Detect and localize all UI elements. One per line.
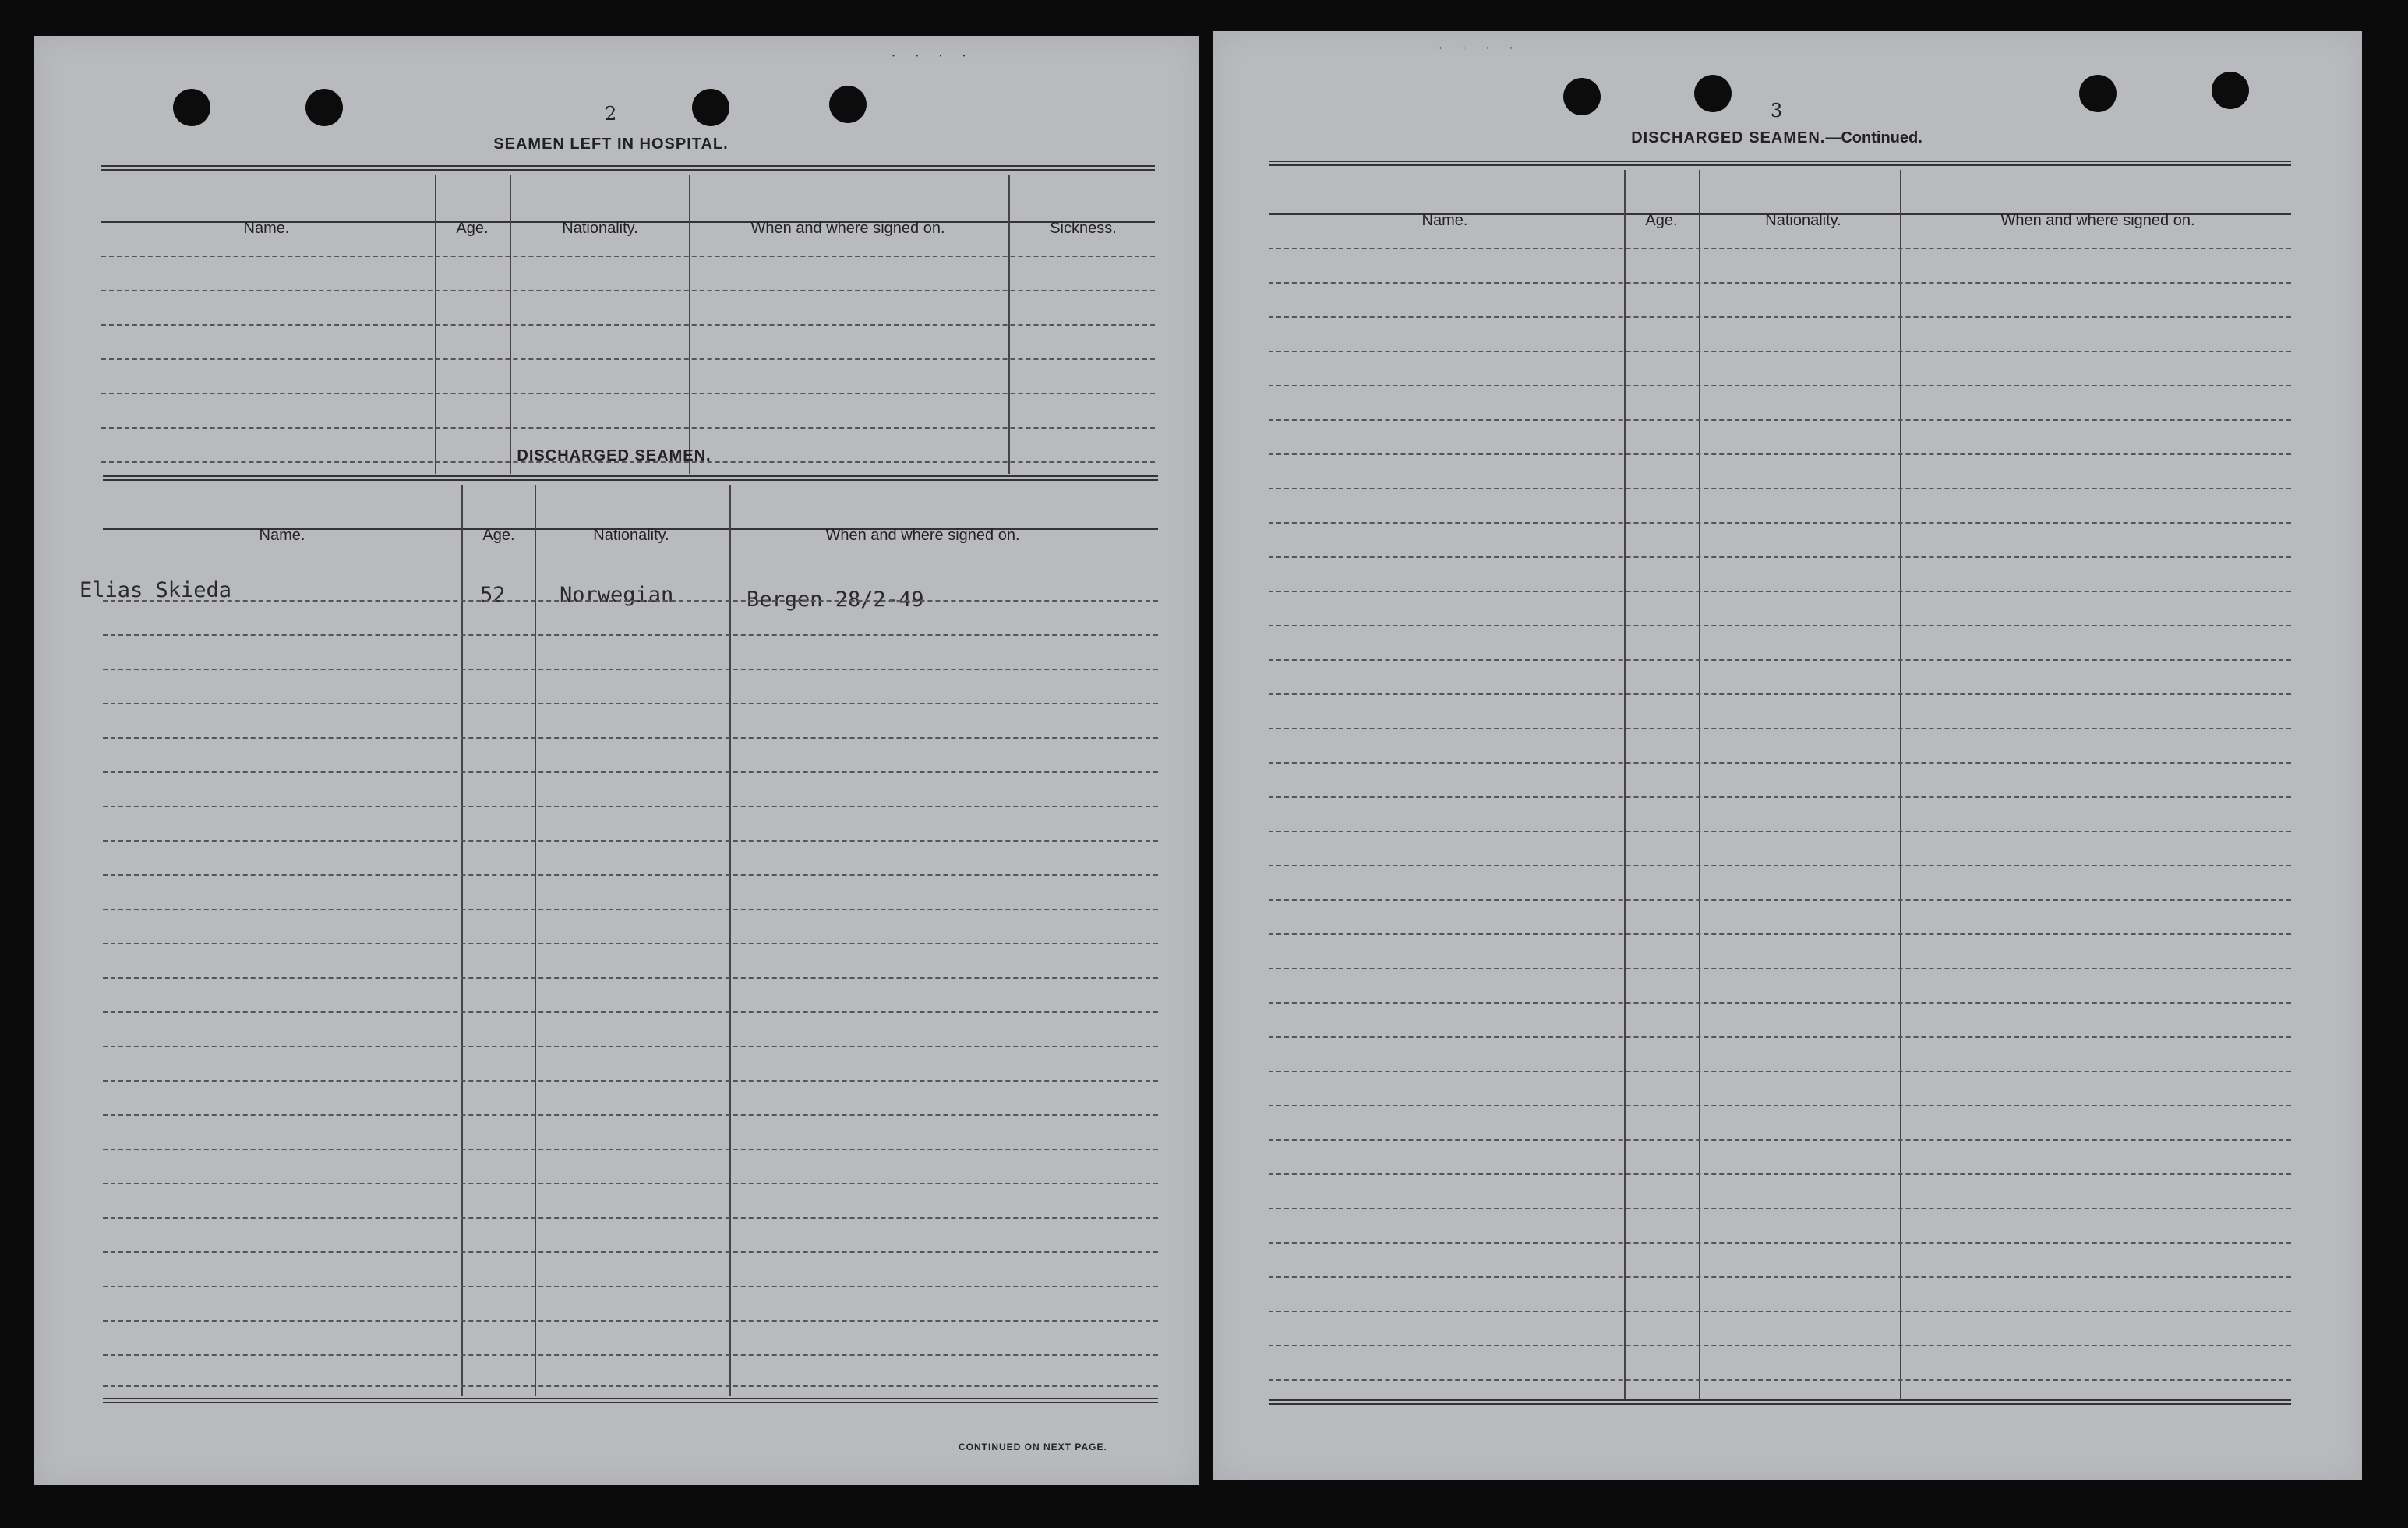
column-header-name: Name. — [1421, 212, 1468, 229]
page-number: 2 — [605, 103, 617, 125]
column-header-age: Age. — [1645, 212, 1678, 229]
punch-hole-icon — [2212, 72, 2249, 109]
continued-note: CONTINUED ON NEXT PAGE. — [959, 1442, 1107, 1452]
punch-hole-icon — [173, 89, 210, 126]
column-header-nationality: Nationality. — [562, 220, 638, 237]
column-header-sickness: Sickness. — [1050, 220, 1117, 237]
section-title-suffix: —Continued. — [1825, 129, 1923, 146]
column-header-nationality: Nationality. — [593, 527, 669, 544]
punch-hole-icon — [1694, 75, 1732, 112]
left-page — [34, 36, 1199, 1485]
column-header-name: Name. — [243, 220, 290, 237]
punch-hole-icon — [305, 89, 343, 126]
punch-hole-icon — [2079, 75, 2117, 112]
section-title-main: DISCHARGED SEAMEN. — [1631, 129, 1826, 146]
punch-hole-icon — [829, 86, 867, 123]
column-header-signed-on: When and where signed on. — [750, 220, 945, 237]
discharged-table — [79, 475, 1158, 1452]
discharged-section-title: DISCHARGED SEAMEN. — [517, 447, 711, 464]
discharged-continued-table — [1269, 161, 2291, 1438]
page-number: 3 — [1771, 100, 1783, 122]
column-header-age: Age. — [482, 527, 515, 544]
punch-hole-icon — [1563, 78, 1601, 115]
entry-name: Elias Skieda — [79, 578, 232, 602]
column-header-age: Age. — [456, 220, 489, 237]
column-header-nationality: Nationality. — [1765, 212, 1841, 229]
entry-age: 52 — [480, 583, 506, 607]
paper-specks: · · · · — [1439, 41, 1521, 55]
discharged-continued-title — [1631, 129, 1923, 147]
column-header-signed-on: When and where signed on. — [2000, 212, 2195, 229]
right-page — [1213, 31, 2362, 1480]
entry-signed-on: Bergen 28/2-49 — [747, 588, 924, 612]
column-header-name: Name. — [259, 527, 305, 544]
paper-specks: · · · · — [892, 48, 974, 63]
punch-hole-icon — [692, 89, 729, 126]
entry-nationality: Norwegian — [560, 583, 674, 607]
column-header-signed-on: When and where signed on. — [825, 527, 1020, 544]
hospital-section-title: SEAMEN LEFT IN HOSPITAL. — [493, 136, 729, 153]
hospital-table — [101, 165, 1155, 474]
